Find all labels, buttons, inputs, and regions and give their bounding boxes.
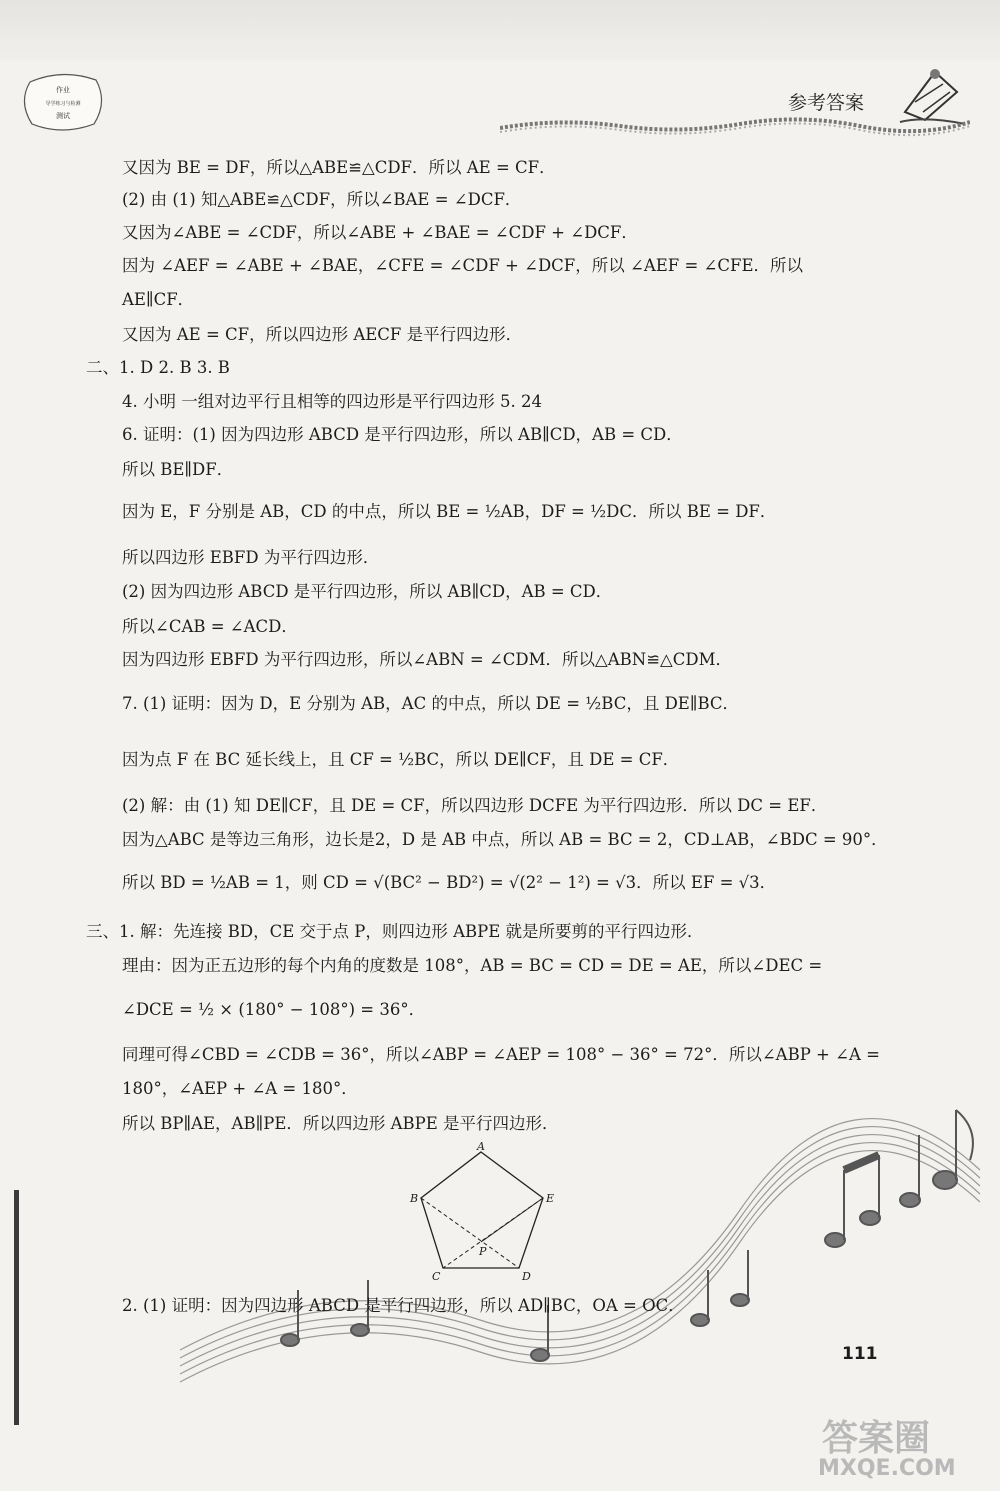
segment-pe: [481, 1198, 543, 1242]
page-number: 111: [842, 1344, 878, 1364]
badge-stamp-icon: [22, 72, 104, 134]
answer-line-5: AE∥CF．: [122, 290, 195, 309]
badge-line-1: 作业: [56, 86, 70, 94]
header-title: 参考答案: [788, 92, 865, 114]
answer-line-1: 又因为 BE = DF，所以△ABE≌△CDF．所以 AE = CF．: [122, 158, 556, 177]
answer-line-17: 因为点 F 在 BC 延长线上，且 CF = ½BC，所以 DE∥CF，且 DE = CF．: [122, 750, 680, 769]
section-2-heading: 二、1. D 2. B 3. B: [86, 358, 230, 377]
header-wave-decoration: [500, 110, 970, 138]
badge-line-3: 测试: [56, 112, 70, 120]
watermark-url: MXQE.COM: [818, 1456, 956, 1481]
diagonal-bd: [421, 1198, 519, 1268]
answer-line-11: 因为 E，F 分别是 AB，CD 的中点，所以 BE = ½AB，DF = ½DC．所以 BE = DF．: [122, 502, 777, 521]
answer-line-6: 又因为 AE = CF，所以四边形 AECF 是平行四边形．: [122, 325, 523, 344]
answer-line-14: 所以∠CAB = ∠ACD．: [122, 617, 298, 636]
answer-line-15: 因为四边形 EBFD 为平行四边形，所以∠ABN = ∠CDM．所以△ABN≌△CDM．: [122, 650, 732, 669]
answer-line-27: 2. (1) 证明：因为四边形 ABCD 是平行四边形，所以 AD∥BC，OA = OC．: [122, 1296, 685, 1315]
left-edge-bar: [14, 1190, 19, 1425]
header-band: [0, 0, 1000, 60]
answer-line-12: 所以四边形 EBFD 为平行四边形．: [122, 548, 380, 567]
answer-line-19: 因为△ABC 是等边三角形，边长是2，D 是 AB 中点，所以 AB = BC = 2，CD⊥AB，∠BDC = 90°．: [122, 830, 888, 849]
pentagon-figure: [405, 1140, 565, 1285]
answer-line-22: 理由：因为正五边形的每个内角的度数是 108°，AB = BC = CD = DE = AE，所以∠DEC =: [122, 956, 823, 975]
vertex-label-e: E: [546, 1192, 555, 1205]
answer-line-3: 又因为∠ABE = ∠CDF，所以∠ABE + ∠BAE = ∠CDF + ∠DCF．: [122, 223, 638, 242]
answer-line-2: (2) 由 (1) 知△ABE≌△CDF，所以∠BAE = ∠DCF．: [122, 190, 522, 209]
section-3-heading: 三、1. 解：先连接 BD，CE 交于点 P，则四边形 ABPE 就是所要剪的平行四边形．: [86, 922, 704, 941]
answer-line-8: 4. 小明 一组对边平行且相等的四边形是平行四边形 5. 24: [122, 392, 542, 411]
vertex-label-d: D: [522, 1270, 531, 1283]
answer-line-25: 180°，∠AEP + ∠A = 180°．: [122, 1079, 358, 1098]
answer-line-13: (2) 因为四边形 ABCD 是平行四边形，所以 AB∥CD，AB = CD．: [122, 582, 613, 601]
answer-line-16: 7. (1) 证明：因为 D，E 分别为 AB，AC 的中点，所以 DE = ½BC，且 DE∥BC．: [122, 694, 740, 713]
watermark-text: 答案圈: [822, 1418, 931, 1459]
answer-line-23: ∠DCE = ½ × (180° − 108°) = 36°．: [122, 1000, 426, 1019]
vertex-label-a: A: [477, 1140, 485, 1153]
answer-line-10: 所以 BE∥DF．: [122, 460, 234, 479]
badge-line-2: 导学练习与检测: [45, 101, 81, 107]
vertex-label-b: B: [410, 1192, 419, 1205]
answer-line-24: 同理可得∠CBD = ∠CDB = 36°，所以∠ABP = ∠AEP = 108° − 36° = 72°．所以∠ABP + ∠A =: [122, 1045, 880, 1064]
answer-line-20: 所以 BD = ½AB = 1，则 CD = √(BC² − BD²) = √(2² − 1²) = √3．所以 EF = √3．: [122, 873, 777, 892]
vertex-label-c: C: [432, 1270, 441, 1283]
point-label-p: P: [479, 1245, 487, 1258]
answer-line-4: 因为 ∠AEF = ∠ABE + ∠BAE，∠CFE = ∠CDF + ∠DCF，所以 ∠AEF = ∠CFE．所以: [122, 256, 803, 275]
answer-line-9: 6. 证明：(1) 因为四边形 ABCD 是平行四边形，所以 AB∥CD，AB = CD．: [122, 425, 683, 444]
answer-line-26: 所以 BP∥AE，AB∥PE．所以四边形 ABPE 是平行四边形．: [122, 1114, 559, 1133]
answer-line-18: (2) 解：由 (1) 知 DE∥CF，且 DE = CF，所以四边形 DCFE 为平行四边形．所以 DC = EF．: [122, 796, 828, 815]
